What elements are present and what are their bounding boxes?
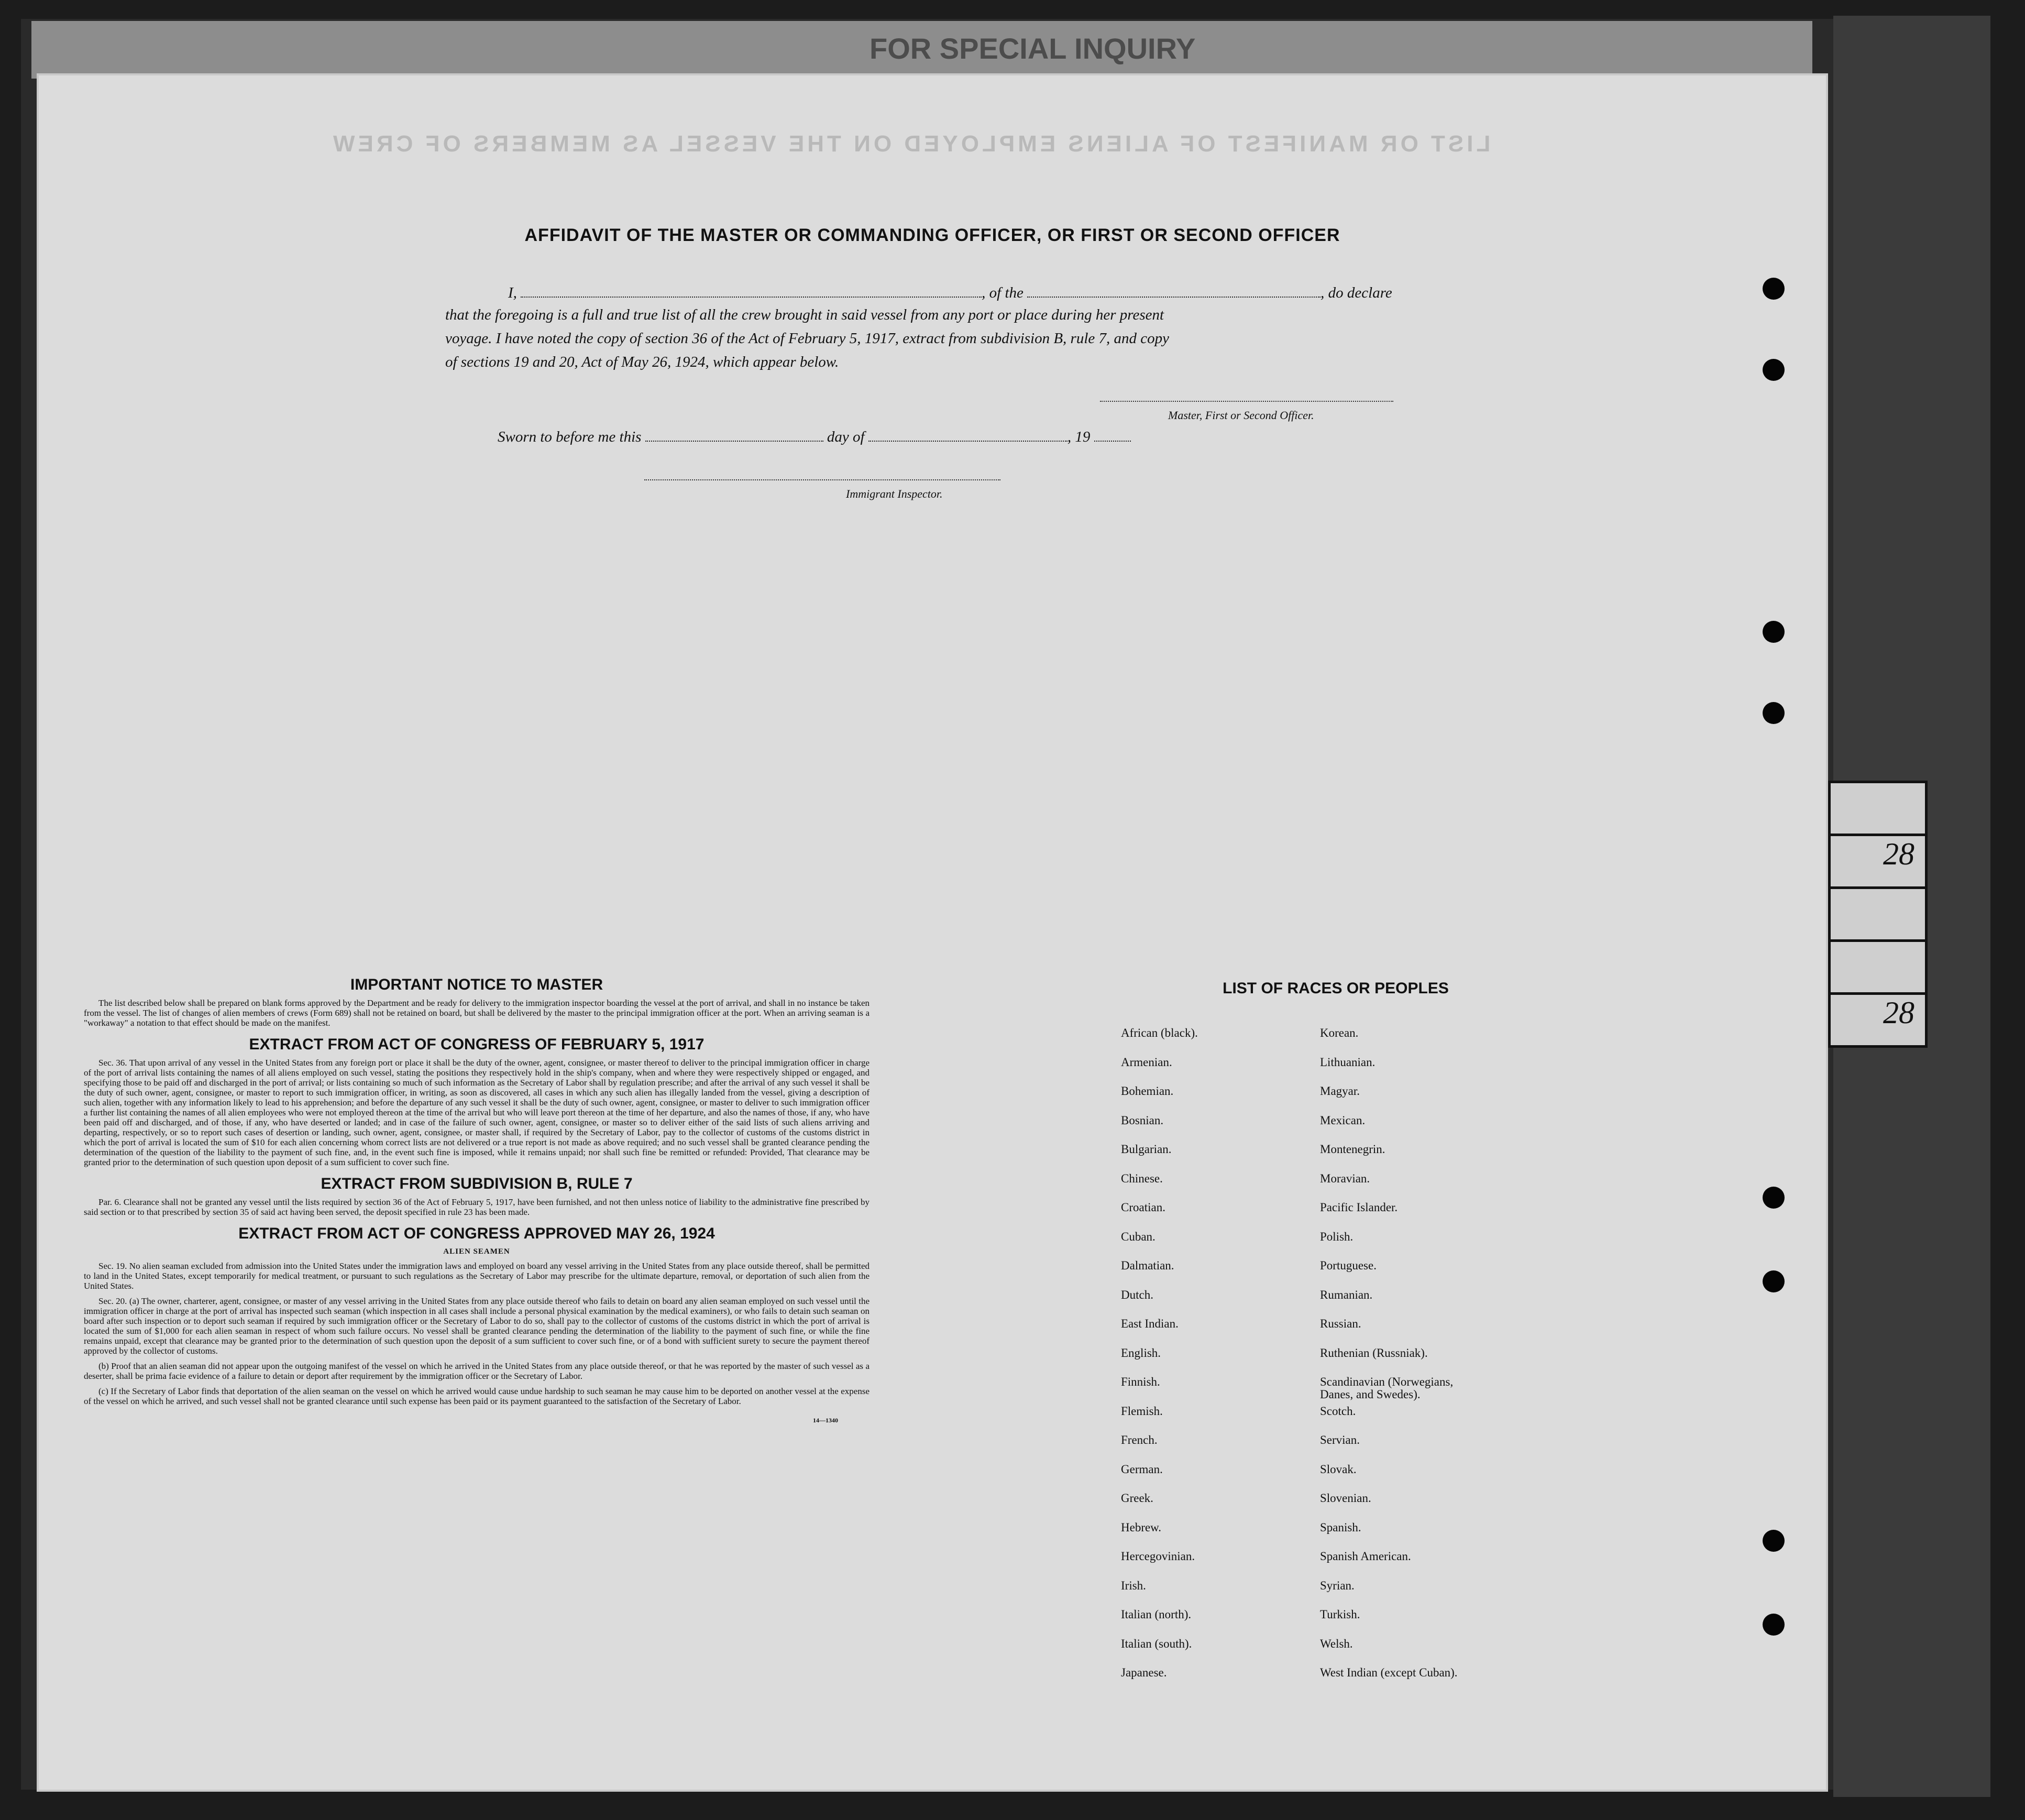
tally-box — [1828, 781, 1928, 1048]
tally-cell — [1831, 889, 1925, 942]
day-of-label: day of — [827, 429, 865, 445]
sworn-month-blank[interactable] — [868, 427, 1067, 442]
extract-rule7-body: Par. 6. Clearance shall not be granted any vessel until the lists required by section 36 of the Act of February 5, 1917, have been furnished, and not then unless notice of liability to the administrative fine prescribed by said section or to that prescribed by section 35 of said act having been served, the deposit specified in rule 23 has been made. — [84, 1197, 870, 1217]
race-item: Russian. — [1320, 1317, 1361, 1330]
race-item: Scandinavian (Norwegians, Danes, and Swedes). — [1320, 1375, 1454, 1401]
race-item: Dutch. — [1121, 1288, 1153, 1301]
race-item: Turkish. — [1320, 1608, 1360, 1621]
race-item: Pacific Islander. — [1320, 1201, 1398, 1214]
race-item: Spanish. — [1320, 1520, 1361, 1534]
binder-hole — [1763, 1614, 1785, 1636]
extract-1924-sec19: Sec. 19. No alien seaman excluded from admission into the United States under the immigration laws and employed on board any vessel arriving in the United States from any place outside thereof, shall be permitted to land in the United States, except temporarily for medical treatment, or pursuant to such regulations as the Secretary of Labor may prescribe for the ultimate departure, removal, or deportation of such alien from the United States. — [84, 1261, 870, 1291]
master-signature-line[interactable] — [1100, 401, 1393, 402]
races-left-column — [1121, 1027, 1198, 1696]
binder-hole — [1763, 702, 1785, 724]
sworn-label: Sworn to before me this — [498, 429, 642, 445]
affidavit-line-4: of sections 19 and 20, Act of May 26, 1924, which appear below. — [445, 354, 839, 370]
race-item: Servian. — [1320, 1433, 1360, 1446]
race-item: Croatian. — [1121, 1201, 1165, 1214]
sworn-day-blank[interactable] — [645, 427, 823, 442]
alien-seamen-subtitle: ALIEN SEAMEN — [443, 1247, 510, 1256]
affidavit-i: I, — [508, 284, 517, 301]
sworn-line — [498, 427, 1131, 446]
tally-cell — [1831, 783, 1925, 836]
races-right-column — [1320, 1027, 1458, 1696]
race-item: Montenegrin. — [1320, 1143, 1385, 1156]
year-prefix: , 19 — [1067, 429, 1091, 445]
notice-title: IMPORTANT NOTICE TO MASTER — [350, 976, 603, 993]
notice-body: The list described below shall be prepared on blank forms approved by the Department and be ready for delivery to the immigration inspector boarding the vessel at the port of arrival, and shall in no instance be taken from the vessel. The list of changes of alien members of crews (Form 689) shall not be retained on board, but shall be delivered by the master to the principal immigration officer at the port. When an arriving seaman is a "workaway" a notation to that effect should be made on the manifest. — [84, 998, 870, 1028]
form-number: 14—1340 — [813, 1417, 838, 1424]
affidavit-line-3: voyage. I have noted the copy of section 36 of the Act of February 5, 1917, extract from subdivision B, rule 7, and copy — [445, 330, 1170, 347]
race-item: Moravian. — [1320, 1171, 1370, 1185]
master-caption: Master, First or Second Officer. — [1168, 409, 1314, 422]
race-item: Armenian. — [1121, 1055, 1172, 1069]
race-item: Rumanian. — [1320, 1288, 1373, 1301]
race-item: Bulgarian. — [1121, 1143, 1172, 1156]
race-item: Portuguese. — [1320, 1259, 1377, 1272]
race-item: Hercegovinian. — [1121, 1550, 1195, 1563]
race-item: West Indian (except Cuban). — [1320, 1666, 1458, 1679]
race-item: Korean. — [1320, 1026, 1359, 1039]
extract-1924-sec20c: (c) If the Secretary of Labor finds that deportation of the alien seaman on the vessel on which he arrived would cause undue hardship to such seaman he may cause him to be deported on another vessel at the expense of the vessel on which he arrived, and such vessel shall not be granted clearance until such expense has been paid or its payment guaranteed to the satisfaction of the Secretary of Labor. — [84, 1386, 870, 1406]
inspector-signature-line[interactable] — [644, 479, 1000, 480]
binder-hole — [1763, 621, 1785, 643]
race-item: French. — [1121, 1433, 1158, 1446]
binder-hole — [1763, 1270, 1785, 1292]
sworn-year-blank[interactable] — [1094, 427, 1131, 442]
race-item: Irish. — [1121, 1578, 1146, 1592]
bleed-top-banner: FOR SPECIAL INQUIRY — [870, 32, 1196, 65]
race-item: Welsh. — [1320, 1637, 1353, 1650]
tally-cell: 28 — [1831, 836, 1925, 889]
race-item: Lithuanian. — [1320, 1055, 1375, 1069]
extract-rule7-title: EXTRACT FROM SUBDIVISION B, RULE 7 — [321, 1175, 633, 1192]
race-item: Mexican. — [1320, 1113, 1366, 1127]
inspector-caption: Immigrant Inspector. — [846, 487, 943, 500]
race-item: Ruthenian (Russniak). — [1320, 1346, 1428, 1359]
extract-1917-body: Sec. 36. That upon arrival of any vessel in the United States from any foreign port or place it shall be the duty of the owner, agent, consignee, or master thereof to deliver to the principal immigration officer in charge of the port of arrival lists containing the names of all aliens employed on such vessel, stating the positions they respectively hold in the ship's company, when and where they were respectively shipped or engaged, and specifying those to be paid off and discharged in the port of arrival; or lists containing so much of such information as the Secretary of Labor shall by regulation prescribe; and after the arrival of any such vessel it shall be the duty of such owner, agent, consignee, or master to report to such immigration officer, in writing, as soon as discovered, all cases in which any such alien has illegally landed from the vessel, giving a description of such alien, together with any information likely to lead to his apprehension; and before the departure of any such vessel it shall be the duty of such owner, agent, consignee, or master to deliver to such immigration officer a further list containing the names of all alien employees who were not employed thereon at the time of the arrival but who will leave port thereon at the time of her departure, and also the names of those, if any, who have been paid off and discharged, and of those, if any, who have deserted or landed; and in case of the failure of such owner, agent, consignee, or master so to deliver either of the said lists of such aliens arriving and departing, respectively, or so to report such cases of desertion or landing, such owner, agent, consignee, or master shall, if required by the Secretary of Labor, pay to the collector of customs of the customs district in which the port of arrival is located the sum of $10 for each alien concerning whom correct lists are not delivered or a true report is not made as above required; and no such vessel shall be granted clearance pending the determination of the question of the liability to the payment of such fine, and, in the event such fine is imposed, while it remains unpaid; nor shall such fine be remitted or refunded: Provided, That clearance may be granted prior to the determination of such question upon deposit of a sum sufficient to cover such fine. — [84, 1058, 870, 1167]
notice-section — [84, 976, 870, 1426]
race-item: African (black). — [1121, 1026, 1198, 1039]
race-item: Syrian. — [1320, 1578, 1355, 1592]
race-item: Japanese. — [1121, 1666, 1167, 1679]
vessel-blank[interactable] — [1027, 283, 1320, 298]
race-item: East Indian. — [1121, 1317, 1179, 1330]
extract-1924-title: EXTRACT FROM ACT OF CONGRESS APPROVED MAY 26, 1924 — [238, 1225, 715, 1242]
race-item: Scotch. — [1320, 1404, 1356, 1418]
binder-hole — [1763, 359, 1785, 381]
binder-hole — [1763, 1187, 1785, 1209]
binder-hole — [1763, 278, 1785, 300]
affidavit-title: AFFIDAVIT OF THE MASTER OR COMMANDING OFFICER, OR FIRST OR SECOND OFFICER — [524, 225, 1340, 245]
race-item: English. — [1121, 1346, 1161, 1359]
race-item: German. — [1121, 1462, 1163, 1476]
race-item: Hebrew. — [1121, 1520, 1162, 1534]
affidavit-line-1 — [508, 283, 1392, 302]
race-item: Bohemian. — [1121, 1084, 1174, 1098]
affidavit-declare: , do declare — [1320, 284, 1392, 301]
race-item: Slovak. — [1320, 1462, 1357, 1476]
race-item: Finnish. — [1121, 1375, 1160, 1388]
race-item: Chinese. — [1121, 1171, 1163, 1185]
race-item: Italian (north). — [1121, 1608, 1192, 1621]
race-item: Spanish American. — [1320, 1550, 1411, 1563]
document-page — [37, 73, 1828, 1792]
race-item: Magyar. — [1320, 1084, 1360, 1098]
extract-1924-sec20a: Sec. 20. (a) The owner, charterer, agent, consignee, or master of any vessel arriving in the United States from any place outside thereof who fails to detain on board any alien seaman employed on such vessel until the immigration officer in charge at the port of arrival has inspected such seaman (which inspection in all cases shall include a personal physical examination by the medical examiners), or who fails to detain such seaman on board after such inspection or to deport such seaman if required by such immigration officer or the Secretary of Labor to do so, shall pay to the collector of customs of the customs district in which the port of arrival is located the sum of $1,000 for each alien seaman in respect of whom such failure occurs. No vessel shall be granted clearance pending the determination of the liability to the payment of such fine, or while the fine remains unpaid, except that clearance may be granted prior to the determination of such question upon the deposit of a sum sufficient to cover such fine, or of a bond with sufficient surety to secure the payment thereof approved by the collector of customs. — [84, 1296, 870, 1356]
race-item: Greek. — [1121, 1492, 1153, 1505]
race-item: Cuban. — [1121, 1230, 1155, 1243]
races-title: LIST OF RACES OR PEOPLES — [1223, 980, 1449, 997]
race-item: Polish. — [1320, 1230, 1353, 1243]
extract-1917-title: EXTRACT FROM ACT OF CONGRESS OF FEBRUARY 5, 1917 — [249, 1036, 705, 1053]
affidavit-of-the: , of the — [982, 284, 1023, 301]
bleed-manifest-header: LIST OR MANIFEST OF ALIENS EMPLOYED ON THE VESSEL AS MEMBERS OF CREW — [330, 131, 1491, 157]
tally-cell — [1831, 942, 1925, 995]
underlying-page-edge — [31, 21, 1812, 79]
race-item: Dalmatian. — [1121, 1259, 1174, 1272]
race-item: Italian (south). — [1121, 1637, 1192, 1650]
tally-cell: 28 — [1883, 995, 1914, 1030]
race-item: Bosnian. — [1121, 1113, 1164, 1127]
affidavit-line-2: that the foregoing is a full and true list of all the crew brought in said vessel from any port or place during her present — [445, 306, 1164, 323]
binder-hole — [1763, 1530, 1785, 1552]
races-section — [1121, 980, 1550, 1679]
name-blank[interactable] — [521, 283, 982, 298]
extract-1924-sec20b: (b) Proof that an alien seaman did not appear upon the outgoing manifest of the vessel on which he arrived in the United States from any place outside thereof, or that he was reported by the master of such vessel as a deserter, shall be prima facie evidence of a failure to detain or deport after requirement by the immigration officer or the Secretary of Labor. — [84, 1361, 870, 1381]
race-item: Flemish. — [1121, 1404, 1163, 1418]
race-item: Slovenian. — [1320, 1492, 1371, 1505]
